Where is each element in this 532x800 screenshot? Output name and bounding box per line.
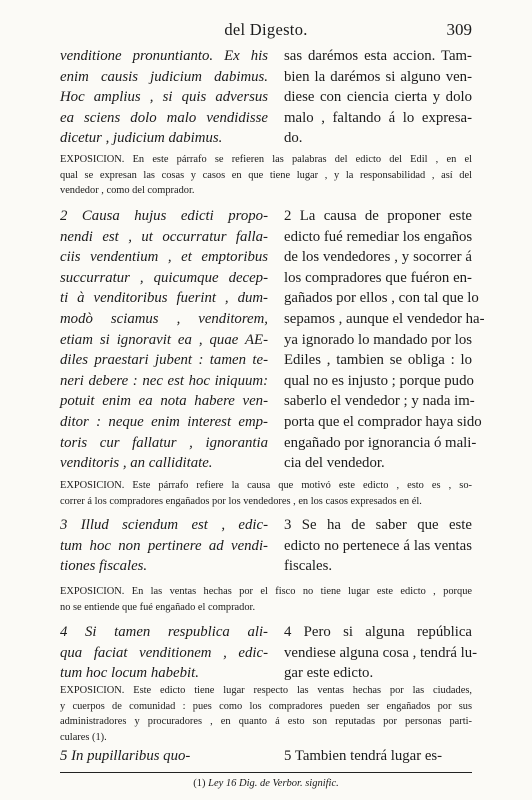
page-header — [60, 20, 472, 44]
page-number: 309 — [446, 20, 472, 39]
spanish-text-2: 2 La causa de proponer este edicto fué remediar los engaños de los vendedores , y socorrer á los compradores que fuéron en- gañados por ellos , con tal que lo sepamos , aunque el vendedor ha- ya ignorado lo mandado por los Ediles , tambien se obliga : lo qual no es injusto ; porque pudo saberlo el vendedor ; y nada im- porta que el comprador haya sido engañado por ignorancia ó mali- cia del vendedor. — [284, 208, 485, 472]
footnote-rule — [60, 772, 472, 773]
latin-text-3: 3 Illud sciendum est , edic- tum hoc non pertinere ad vendi- tiones fiscales. — [60, 517, 268, 575]
spanish-text-1: sas darémos esta accion. Tam- bien la darémos si alguno ven- diese con ciencia cierta y dolo malo , faltando á lo expresa- do. — [284, 48, 472, 147]
footnote-text: Ley 16 Dig. de Verbor. signific. — [208, 778, 339, 789]
spanish-text-5: 5 Tambien tendrá lugar es- — [284, 748, 443, 764]
exposicion-2: EXPOSICION. Este párrafo refiere la causa que motivó este edicto , esto es , so- correr á los compradores engañados por los vendedores , en los casos expresados en él. — [60, 480, 472, 507]
latin-text-4: 4 Si tamen respublica ali- qua faciat venditionem , edic- tum hoc locum habebit. — [60, 624, 268, 682]
exposicion-1: EXPOSICION. En este párrafo se refieren las palabras del edicto del Edil , en el qual se expresan las cosas y casos en que tiene lugar , y la responsabilidad , así del vendedor , como del comprador. — [60, 154, 472, 196]
footnote — [60, 778, 472, 789]
spanish-text-3: 3 Se ha de saber que este edicto no pertenece á las ventas fiscales. — [284, 517, 472, 575]
spanish-text-4: 4 Pero si alguna república vendiese alguna cosa , tendrá lu- gar este edicto. — [284, 624, 478, 682]
exposicion-4: EXPOSICION. Este edicto tiene lugar respecto las ventas hechas por las ciudades, y cuerpos de comunidad : pues como los compradores pueden ser engañados por sus administradores y procuradores , en quanto á esto son reputadas por personas parti- culares (1). — [60, 685, 472, 743]
running-title: del Digesto. — [224, 20, 308, 39]
exposicion-3: EXPOSICION. En las ventas hechas por el fisco no tiene lugar este edicto , porque no se entiende que fué engañado el comprador. — [60, 586, 472, 613]
latin-text-5: 5 In pupillaribus quo- — [60, 748, 191, 764]
footnote-mark: (1) — [193, 778, 206, 789]
latin-text-1: venditione pronuntianto. Ex his enim causis judicium dabimus. Hoc amplius , si quis adversus ea sciens dolo malo vendidisse dicetur , judicium dabimus. — [60, 48, 268, 147]
latin-text-2: 2 Causa hujus edicti propo- nendi est , ut occurratur falla- ciis vendentium , et emptoribus succurratur , quicumque decep- ti à venditoribus fuerint , dum- modò sciamus , venditorem, etiam si ignoravit ea , quae AE- diles praestari jubent : tamen te- neri debere : nec est hoc iniquum: potuit enim ea nota habere ven- ditor : neque enim interest emp- toris cur fallatur , ignorantia venditoris , an calliditate. — [60, 208, 268, 472]
